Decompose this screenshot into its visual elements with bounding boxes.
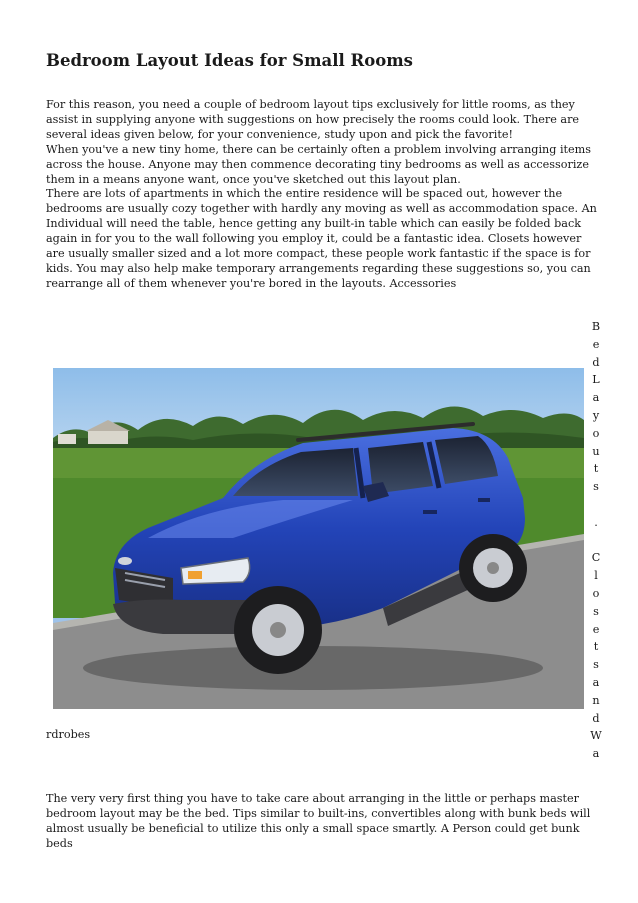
car-photo <box>53 368 584 709</box>
caption-letter <box>589 532 603 550</box>
caption-letter: a <box>592 675 600 689</box>
caption-letter: d <box>592 711 600 725</box>
caption-letter: d <box>592 355 600 369</box>
paragraph: The very very first thing you have to take care about arranging in the little or perhaps master bedroom layout may be the bed. Tips similar to built-ins, convertibles along with bunk beds will almost usually be beneficial to utilize this only a small space smartly. A Person could get bunk beds <box>46 792 591 850</box>
paragraph: When you've a new tiny home, there can be certainly often a problem involving arranging items across the house. Anyone may then commence decorating tiny bedrooms as well as accessorize them in a means anyone want, once you've sketched out this layout plan. <box>46 142 591 186</box>
caption-letter: o <box>592 426 600 440</box>
caption-letter: L <box>592 373 600 387</box>
caption-letter <box>589 496 603 514</box>
caption-letter: a <box>592 391 600 405</box>
caption-letter: t <box>593 462 599 476</box>
caption-letter: C <box>591 551 601 565</box>
caption-letter: B <box>591 320 601 333</box>
image-caption-vertical <box>589 318 603 763</box>
paragraph: There are lots of apartments in which the entire residence will be spaced out, however the bedrooms are usually cozy together with hardly any moving as well as accommodation space. An Individual will need the table, hence getting any built-in table which can easily be folded back again in for you to the wall following you employ it, could be a fantastic idea. Closets however are usually smaller sized and a lot more compact, these people work fantastic if the space is for kids. You may also help make temporary arrangements regarding these suggestions so, you can rearrange all of them whenever you're bored in the layouts. Accessories <box>46 187 597 290</box>
intro-text <box>46 98 602 292</box>
caption-letter: y <box>592 408 600 422</box>
page-title: Bedroom Layout Ideas for Small Rooms <box>46 51 413 70</box>
caption-letter: s <box>593 604 599 618</box>
caption-letter: a <box>592 747 600 761</box>
image-caption-tail: rdrobes <box>46 728 91 741</box>
following-text <box>46 792 602 852</box>
caption-letter: t <box>593 640 599 654</box>
caption-letter: W <box>590 729 602 743</box>
caption-letter: s <box>593 480 599 494</box>
caption-letter: u <box>592 444 600 458</box>
caption-letter: o <box>592 586 600 600</box>
caption-letter: l <box>594 569 598 583</box>
caption-letter: s <box>593 658 599 672</box>
caption-letter: . <box>594 515 598 529</box>
paragraph: For this reason, you need a couple of bedroom layout tips exclusively for little rooms, as they assist in supplying anyone with suggestions on how precisely the rooms could look. There are several ideas given below, for your convenience, study upon and pick the favorite! <box>46 98 580 141</box>
caption-letter: e <box>592 622 600 636</box>
caption-letter: e <box>592 337 600 351</box>
caption-letter: n <box>592 693 600 707</box>
